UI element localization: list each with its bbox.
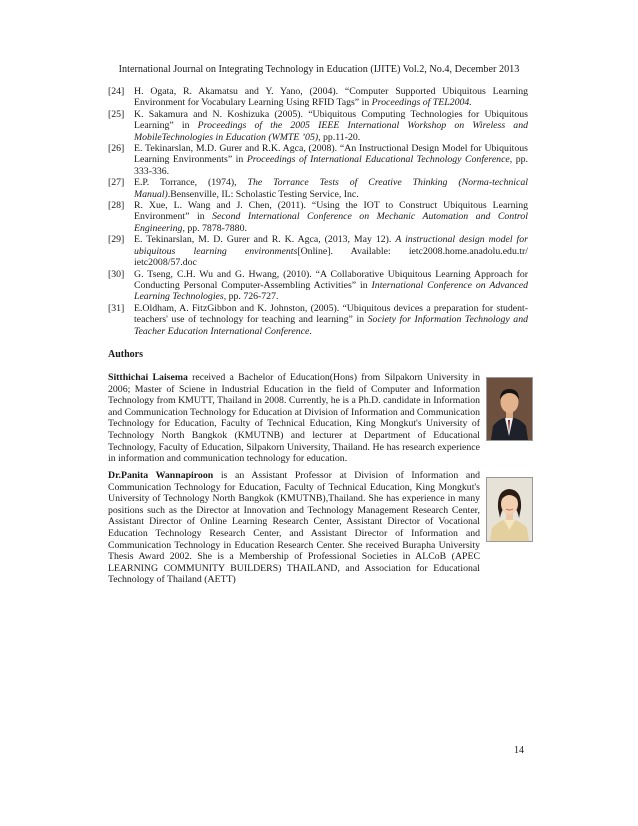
author-photo-1 [486,377,533,441]
woman-portrait-image [487,478,532,541]
reference-number: [30] [108,268,125,280]
reference-segment: .Bensenville, IL: Scholastic Testing Service, Inc. [167,188,359,200]
author-name-1: Sitthichai Laisema [108,372,188,383]
reference-item [108,234,528,268]
reference-venue: The Torrance Tests of Creative Thinking (Norma-technical Manual) [134,177,528,200]
reference-segment: E. Tekinarslan, M.D. Gurer and R.K. Agca, (2008). “An Instructional Design Model for Ubiquitous Learning Environments” in [134,143,528,166]
reference-venue: Second International Conference on Mechanic Automation and Control Engineering [134,211,528,234]
reference-segment: R. Xue, L. Wang and J. Chen, (2011). “Using the IOT to Construct Ubiquitous Learning Environment” in [134,200,528,223]
reference-text [134,143,528,177]
reference-text [134,109,528,143]
reference-venue: Society for Information Technology and Teacher Education International Conference [134,314,529,337]
reference-segment: pp. 333-336. [134,154,528,177]
reference-text [134,86,528,109]
reference-item [108,143,528,177]
reference-item [108,303,528,337]
reference-item [108,269,528,303]
reference-number: [24] [108,86,125,97]
reference-venue: Proceedings of the 2005 IEEE International Workshop on Wireless and MobileTechnologies in Education (WMTE ’05) [134,120,529,143]
reference-segment: K. Sakamura and N. Koshizuka (2005). “Ubiquitous Computing Technologies for Ubiquitous Learning” in [134,108,528,132]
author-bio-2 [108,470,480,586]
reference-number: [26] [108,143,125,155]
reference-list [108,86,528,337]
reference-item [108,109,528,143]
reference-item [108,86,528,109]
reference-segment: , pp.11-20. [318,131,361,143]
reference-text [134,177,528,200]
reference-venue: Proceedings of TEL2004. [371,97,472,109]
reference-text [134,303,528,337]
reference-number: [25] [108,108,125,120]
reference-item [108,200,528,234]
author-name-2: Dr.Panita Wannapiroon [108,470,214,481]
reference-venue: A instructional design model for ubiquitous learning environments [134,234,528,257]
reference-segment: E. Tekinarslan, M. D. Gurer and R. K. Agca, (2013, May 12). [134,234,396,246]
page-number: 14 [514,745,524,756]
reference-text [134,200,528,234]
reference-venue: International Conference on Advanced Learning Technologies [134,279,528,303]
reference-segment: , pp. 726-727. [223,291,279,303]
reference-segment: G. Tseng, C.H. Wu and G. Hwang, (2010). “A Collaborative Ubiquitous Learning Approach for Conducting Personal Computer-Assembling Activities” in [134,268,528,291]
reference-segment: E.Oldham, A. FitzGibbon and K. Johnston, (2005). “Ubiquitous devices a preparation for student-teachers' use of technology for teaching and learning” in [134,302,528,326]
reference-segment: . [309,325,312,337]
man-portrait-image [487,378,532,440]
reference-number: [28] [108,200,125,212]
reference-venue: Proceedings of International Educational Technology Conference, [246,154,513,166]
reference-item [108,177,528,200]
author-bio-text-2: is an Assistant Professor at Division of Information and Communication Technology for Education, Faculty of Technical Education, King Mongkut's University of Technology North Bangkok (KMUTNB),Thailand. She has experience in many positions such as the Director at Innovation and Technology Management Research Center, Assistant Director of Online Learning Research Center, Assistant Director of Vocational Education Technology Research Center, and Assistant Director of Information and Communication Technology in Education Research Center. She received Burapha University Thesis Award 2002. She is a Membership of Professional Societies in ALCoB (APEC LEARNING COMMUNITY BUILDERS) THAILAND, and Association for Educational Technology of Thailand (AETT) [108,470,480,586]
reference-number: [29] [108,234,125,246]
reference-segment: E.P. Torrance, (1974), [134,177,248,189]
running-header: International Journal on Integrating Technology in Education (IJITE) Vol.2, No.4, December 2013 [118,64,520,75]
author-bio-1 [108,372,480,465]
reference-segment: [Online]. Available: ietc2008.home.anadolu.edu.tr/ ietc2008/57.doc [134,245,528,269]
author-photo-2 [486,477,533,542]
reference-segment: H. Ogata, R. Akamatsu and Y. Yano, (2004). “Computer Supported Ubiquitous Learning Environment for Vocabulary Learning Using RFID Tags” in [134,86,528,109]
reference-text [134,234,528,268]
reference-number: [27] [108,177,125,189]
reference-number: [31] [108,302,125,314]
author-bio-text-1: received a Bachelor of Education(Hons) from Silpakorn University in 2006; Master of Sciene in Industrial Education in the field of Computer and Information Technology from KMUTT, Thailand in 2008. Currently, he is a Ph.D. candidate in Information and Communication Technology for Education at Division of Information and Communication Technology for Education, Faculty of Technical Education, King Mongkut's University of Technology North Bangkok (KMUTNB) and lecturer at Department of Educational Technology, Faculty of Education, Silpakorn University, Thailand. He has research experience in information and communication technology for education. [108,372,481,465]
reference-text [134,269,528,303]
authors-heading: Authors [108,349,144,360]
reference-segment: , pp. 7878-7880. [182,222,247,234]
